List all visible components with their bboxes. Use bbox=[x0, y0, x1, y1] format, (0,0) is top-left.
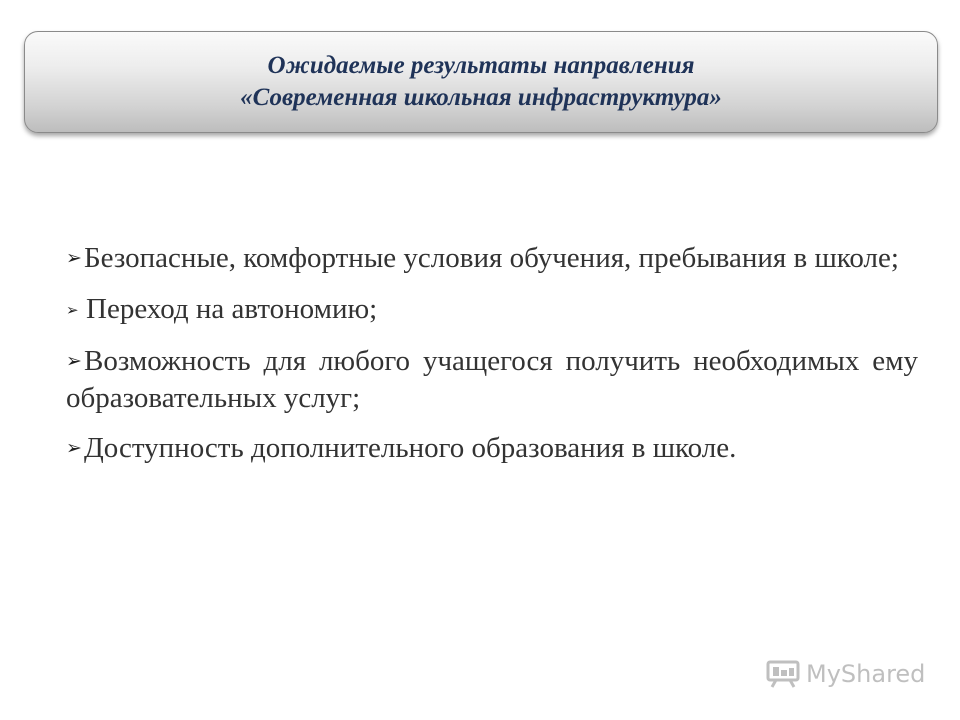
bullet-list bbox=[66, 240, 918, 481]
title-banner bbox=[24, 31, 938, 133]
list-item-text: Доступность дополнительного образования в школе. bbox=[84, 432, 737, 464]
watermark-logo bbox=[766, 656, 925, 692]
title-line-1: Ожидаемые результаты направления bbox=[267, 52, 695, 79]
arrow-bullet-icon: ➢ bbox=[66, 248, 82, 269]
list-item-text: Переход на автономию; bbox=[86, 293, 378, 325]
list-item bbox=[66, 343, 918, 416]
list-item bbox=[66, 430, 918, 467]
list-item-text: Безопасные, комфортные условия обучения, пребывания в школе; bbox=[84, 242, 899, 274]
projector-icon bbox=[766, 659, 800, 689]
list-item bbox=[66, 240, 918, 277]
arrow-bullet-icon: ➢ bbox=[66, 438, 82, 459]
arrow-bullet-icon: ➢ bbox=[66, 351, 82, 372]
list-item-text: Возможность для любого учащегося получить необходимых ему образовательных услуг; bbox=[66, 345, 918, 414]
title-line-2: «Современная школьная инфраструктура» bbox=[240, 84, 722, 111]
arrow-bullet-icon: ➢ bbox=[66, 303, 79, 319]
watermark-text: MyShared bbox=[806, 660, 926, 688]
list-item bbox=[66, 291, 918, 329]
